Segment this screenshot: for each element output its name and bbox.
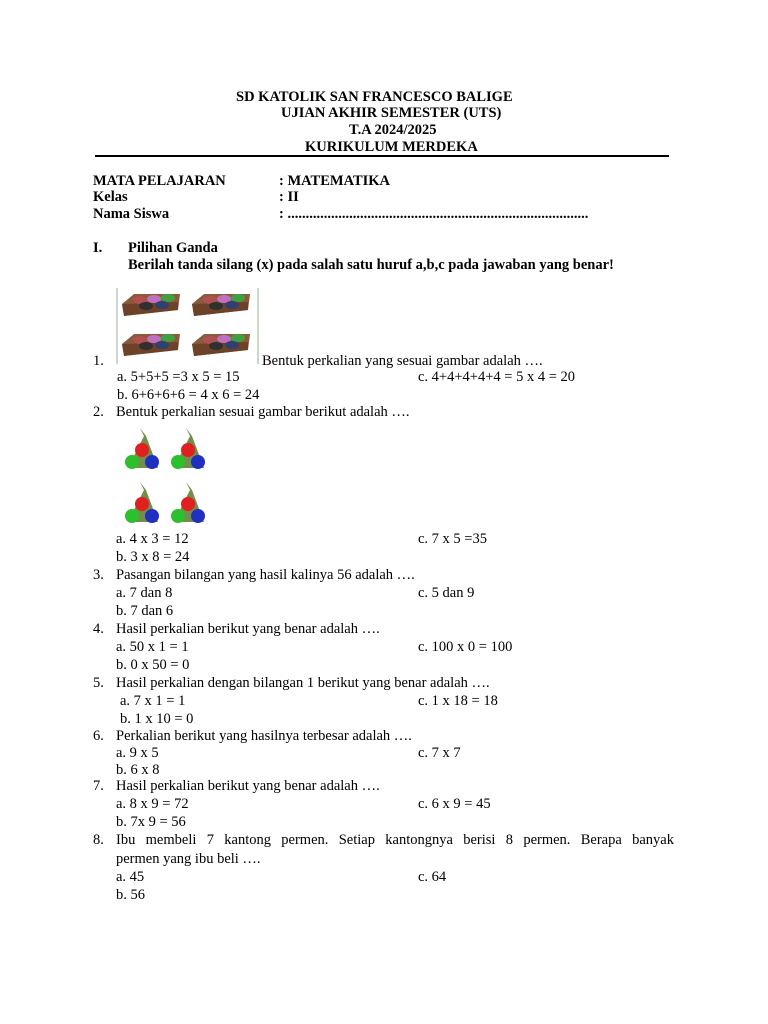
curriculum: KURIKULUM MERDEKA: [305, 139, 478, 155]
q8-number: 8.: [93, 832, 104, 848]
q2-number: 2.: [93, 404, 104, 420]
q8-option-a[interactable]: a. 45: [116, 869, 145, 885]
candy-bag-4: [171, 482, 205, 523]
exam-title: UJIAN AKHIR SEMESTER (UTS): [281, 105, 502, 121]
subject-label: MATA PELAJARAN: [93, 173, 226, 189]
q7-text: Hasil perkalian berikut yang benar adalah ….: [116, 778, 380, 794]
q2-option-b[interactable]: b. 3 x 8 = 24: [116, 549, 190, 565]
candy-bag-2: [171, 428, 205, 469]
q4-option-b[interactable]: b. 0 x 50 = 0: [116, 657, 190, 673]
q3-text: Pasangan bilangan yang hasil kalinya 56 adalah ….: [116, 567, 415, 583]
q5-number: 5.: [93, 675, 104, 691]
q3-option-b[interactable]: b. 7 dan 6: [116, 603, 174, 619]
subject-value: : MATEMATIKA: [279, 173, 391, 189]
q3-option-c[interactable]: c. 5 dan 9: [418, 585, 475, 601]
tray-bottom-left: [122, 334, 180, 356]
section-number: I.: [93, 240, 103, 256]
q5-text: Hasil perkalian dengan bilangan 1 berikut yang benar adalah ….: [116, 675, 490, 691]
q6-option-b[interactable]: b. 6 x 8: [116, 762, 160, 778]
q8-text-continued: permen yang ibu beli ….: [116, 851, 261, 867]
candy-bag-1: [125, 428, 159, 469]
q4-number: 4.: [93, 621, 104, 637]
q2-option-a[interactable]: a. 4 x 3 = 12: [116, 531, 189, 547]
section-title: Pilihan Ganda: [128, 240, 218, 256]
q1-number: 1.: [93, 353, 104, 369]
student-name-field[interactable]: : ...................................................................................: [279, 206, 589, 222]
tray-top-left: [122, 294, 180, 316]
q1-option-c[interactable]: c. 4+4+4+4+4 = 5 x 4 = 20: [418, 369, 576, 385]
q8-text: Ibu membeli 7 kantong permen. Setiap kantongnya berisi 8 permen. Berapa banyak: [116, 832, 674, 848]
q2-text: Bentuk perkalian sesuai gambar berikut adalah ….: [116, 404, 410, 420]
q7-number: 7.: [93, 778, 104, 794]
q5-option-a[interactable]: a. 7 x 1 = 1: [120, 693, 186, 709]
section-instruction: Berilah tanda silang (x) pada salah satu huruf a,b,c pada jawaban yang benar!: [128, 257, 614, 273]
tray-top-right: [192, 294, 250, 316]
class-value: : II: [279, 189, 299, 205]
q6-option-a[interactable]: a. 9 x 5: [116, 745, 159, 761]
q8-option-b[interactable]: b. 56: [116, 887, 145, 903]
header-divider: [95, 155, 669, 157]
q7-option-c[interactable]: c. 6 x 9 = 45: [418, 796, 491, 812]
q1-option-a[interactable]: a. 5+5+5 =3 x 5 = 15: [117, 369, 240, 385]
q2-option-c[interactable]: c. 7 x 5 =35: [418, 531, 487, 547]
tray-bottom-right: [192, 334, 250, 356]
candy-bags-image: [120, 424, 220, 526]
student-name-label: Nama Siswa: [93, 206, 170, 222]
q8-option-c[interactable]: c. 64: [418, 869, 447, 885]
q5-option-c[interactable]: c. 1 x 18 = 18: [418, 693, 498, 709]
school-name: SD KATOLIK SAN FRANCESCO BALIGE: [236, 89, 513, 105]
q6-option-c[interactable]: c. 7 x 7: [418, 745, 461, 761]
academic-year: T.A 2024/2025: [349, 122, 437, 138]
candy-bag-3: [125, 482, 159, 523]
q3-number: 3.: [93, 567, 104, 583]
egg-tray-image: [116, 288, 260, 364]
q4-option-a[interactable]: a. 50 x 1 = 1: [116, 639, 189, 655]
q5-option-b[interactable]: b. 1 x 10 = 0: [120, 711, 194, 727]
q1-option-b[interactable]: b. 6+6+6+6 = 4 x 6 = 24: [117, 387, 260, 403]
q6-text: Perkalian berikut yang hasilnya terbesar adalah ….: [116, 728, 412, 744]
q4-option-c[interactable]: c. 100 x 0 = 100: [418, 639, 513, 655]
q6-number: 6.: [93, 728, 104, 744]
class-label: Kelas: [93, 189, 128, 205]
q7-option-b[interactable]: b. 7x 9 = 56: [116, 814, 186, 830]
q4-text: Hasil perkalian berikut yang benar adalah ….: [116, 621, 380, 637]
q7-option-a[interactable]: a. 8 x 9 = 72: [116, 796, 189, 812]
q3-option-a[interactable]: a. 7 dan 8: [116, 585, 173, 601]
q1-text: Bentuk perkalian yang sesuai gambar adalah ….: [262, 353, 543, 369]
